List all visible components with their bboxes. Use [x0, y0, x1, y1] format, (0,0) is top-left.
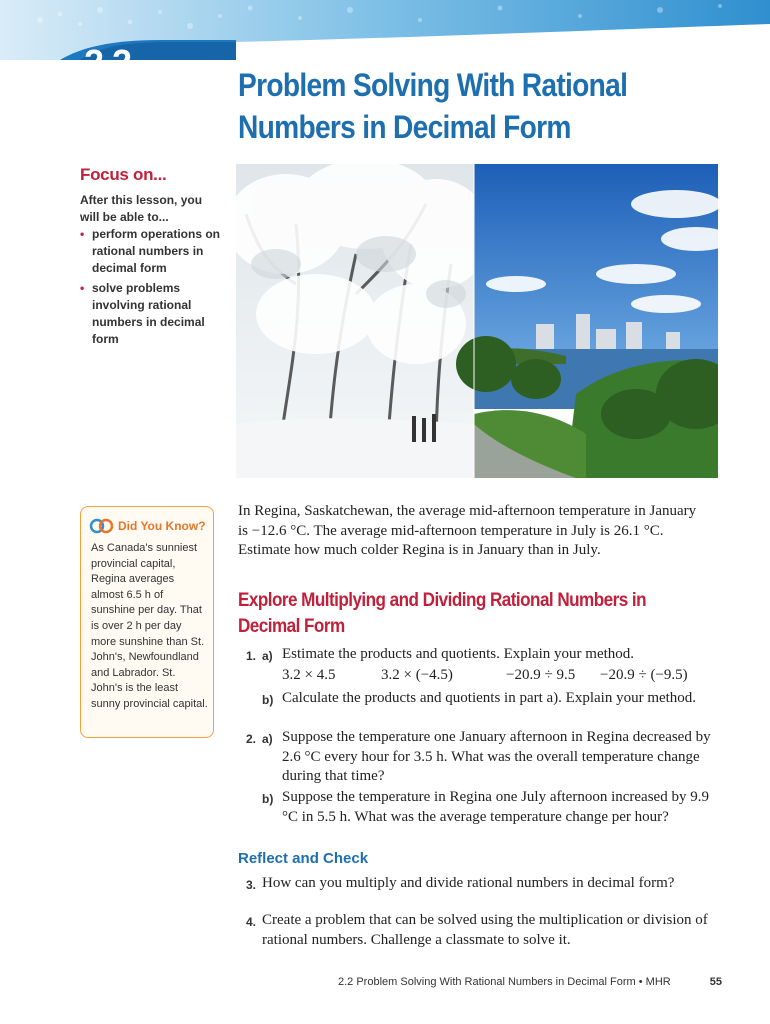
- focus-item: • perform operations on rational numbers in decimal form: [80, 227, 221, 275]
- page-number: 55: [709, 976, 722, 988]
- question-number: 4.: [246, 915, 257, 929]
- expression: 3.2 × (−4.5): [381, 667, 453, 683]
- question-number: 1.: [246, 649, 257, 663]
- bullet-icon: •: [80, 281, 85, 295]
- question-1b-text: Calculate the products and quotients in part a). Explain your method.: [282, 690, 697, 706]
- question-4-text: Create a problem that can be solved using the multiplication or division of rational numbers. Challenge a classmate to solve it.: [262, 912, 708, 948]
- expression: −20.9 ÷ 9.5: [506, 667, 576, 683]
- reflect-heading: Reflect and Check: [238, 850, 369, 867]
- page-footer: [338, 976, 728, 988]
- focus-intro: After this lesson, you will be able to...: [80, 193, 203, 224]
- did-you-know-text: As Canada's sunniest provincial capital, Regina averages almost 6.5 h of sunshine per day. That is over 2 h per day more sunshine than St. John's, Newfoundland and Labrador. St. John's is the least sunny provincial capital.: [91, 542, 208, 710]
- focus-heading: Focus on...: [80, 165, 167, 184]
- explore-heading: Explore Multiplying and Dividing Rational Numbers in Decimal Form: [238, 590, 647, 637]
- linked-rings-icon: [89, 518, 115, 534]
- did-you-know-title: Did You Know?: [118, 519, 206, 533]
- expression: −20.9 ÷ (−9.5): [600, 667, 688, 683]
- did-you-know-header: [89, 517, 206, 535]
- question-number: 2.: [246, 732, 257, 746]
- footer-text: 2.2 Problem Solving With Rational Numbers in Decimal Form • MHR: [338, 976, 671, 988]
- question-3-text: How can you multiply and divide rational numbers in decimal form?: [262, 875, 675, 891]
- did-you-know-box: [80, 506, 214, 738]
- part-label: a): [262, 732, 273, 746]
- part-label: b): [262, 693, 274, 707]
- question-2b-text: Suppose the temperature in Regina one July afternoon increased by 9.9 °C in 5.5 h. What was the average temperature change per hour?: [282, 789, 709, 825]
- section-number: 2.2: [84, 42, 132, 83]
- question-2a-text: Suppose the temperature one January afternoon in Regina decreased by 2.6 °C every hour for 3.5 h. What was the overall temperature change during that time?: [282, 729, 711, 784]
- part-label: b): [262, 792, 274, 806]
- part-label: a): [262, 649, 273, 663]
- question-1a-text: Estimate the products and quotients. Explain your method.: [282, 646, 635, 662]
- focus-list: [80, 226, 220, 351]
- bullet-icon: •: [80, 227, 85, 241]
- question-number: 3.: [246, 878, 257, 892]
- focus-item: • solve problems involving rational numbers in decimal form: [80, 281, 205, 346]
- page-title: Problem Solving With Rational Numbers in Decimal Form: [238, 67, 628, 145]
- intro-paragraph: In Regina, Saskatchewan, the average mid-afternoon temperature in January is −12.6 °C. The average mid-afternoon temperature in July is 26.1 °C. Estimate how much colder Regina is in January than in July.: [238, 503, 697, 558]
- regina-winter-summer-photo: [236, 164, 718, 478]
- expression: 3.2 × 4.5: [282, 667, 336, 683]
